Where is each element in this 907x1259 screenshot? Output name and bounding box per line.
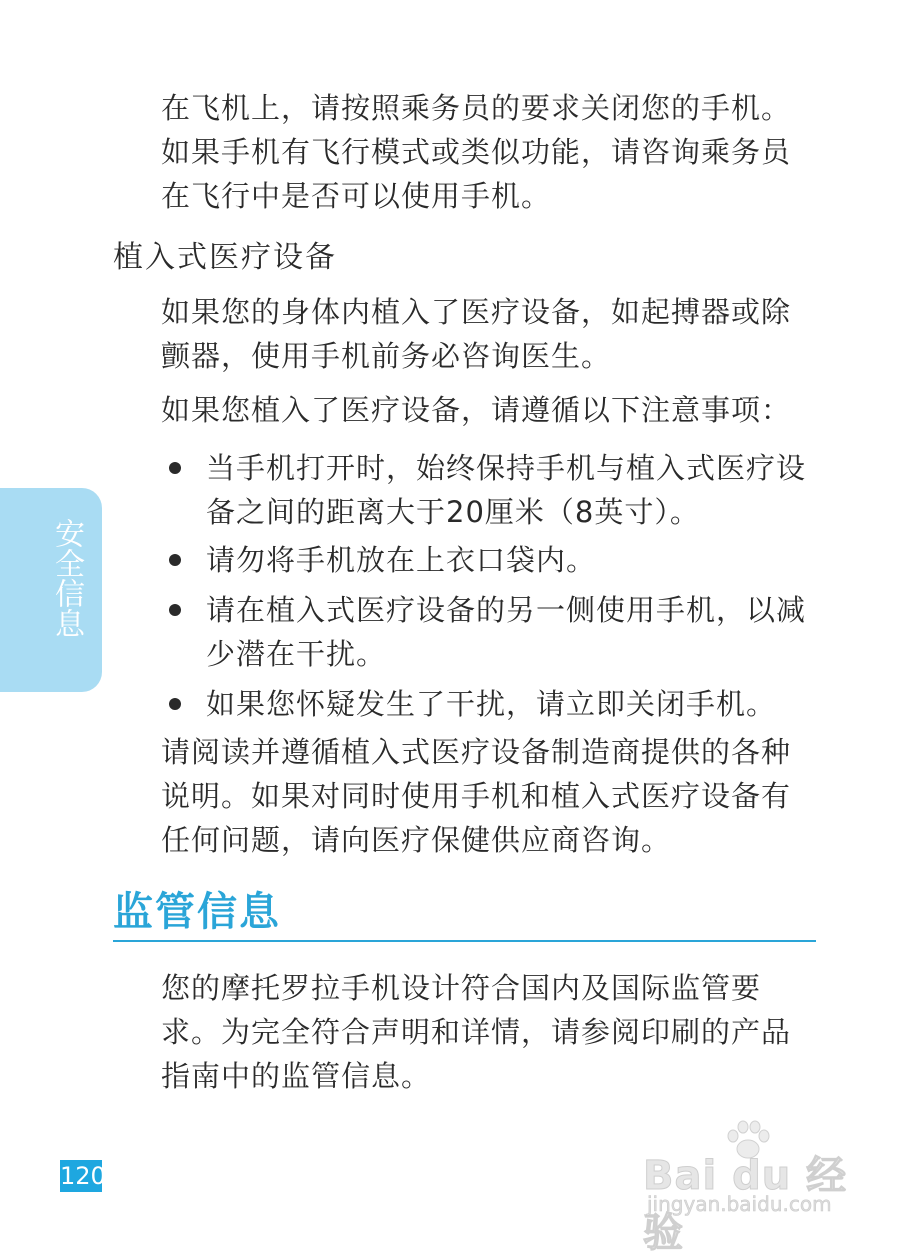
bullet-icon xyxy=(169,698,181,710)
text-line: 请勿将手机放在上衣口袋内。 xyxy=(206,543,597,577)
text-line: 当手机打开时，始终保持手机与植入式医疗设 xyxy=(206,451,807,485)
watermark-url: jingyan.baidu.com xyxy=(647,1192,832,1216)
bullet-icon xyxy=(169,554,181,566)
side-tab-label: 安全信息 xyxy=(49,518,84,638)
list-item xyxy=(161,538,821,582)
baidu-watermark xyxy=(643,1120,863,1256)
watermark-logo: Bai du 经验 xyxy=(643,1153,848,1256)
text-line: 如果您怀疑发生了干扰，请立即关闭手机。 xyxy=(206,687,777,721)
text-line: 说明。如果对同时使用手机和植入式医疗设备有 xyxy=(161,779,792,813)
implant-notice-paragraph: 如果您植入了医疗设备，请遵循以下注意事项： xyxy=(161,393,792,427)
page-number: 120 xyxy=(60,1162,106,1190)
bullet-icon xyxy=(169,604,181,616)
text-line: 在飞机上，请按照乘务员的要求关闭您的手机。 xyxy=(161,91,792,125)
list-item xyxy=(161,446,821,534)
section-title-regulatory: 监管信息 xyxy=(113,889,281,935)
text-line: 指南中的监管信息。 xyxy=(161,1059,432,1093)
text-line: 请阅读并遵循植入式医疗设备制造商提供的各种 xyxy=(161,735,792,769)
text-line: 任何问题，请向医疗保健供应商咨询。 xyxy=(161,823,672,857)
bullet-icon xyxy=(169,462,181,474)
regulatory-paragraph xyxy=(161,966,821,1098)
subheading-implanted-devices: 植入式医疗设备 xyxy=(113,240,337,275)
text-line: 在飞行中是否可以使用手机。 xyxy=(161,179,552,213)
text-line: 请在植入式医疗设备的另一侧使用手机，以减 xyxy=(206,593,807,627)
text-line: 您的摩托罗拉手机设计符合国内及国际监管要 xyxy=(161,971,762,1005)
text-line: 少潜在干扰。 xyxy=(206,637,387,671)
text-line: 备之间的距离大于20厘米（8英寸）。 xyxy=(206,495,700,529)
implant-follow-paragraph xyxy=(161,730,821,862)
section-divider xyxy=(113,940,816,942)
list-item xyxy=(161,588,821,676)
side-tab-safety xyxy=(0,488,102,692)
airplane-paragraph xyxy=(161,86,821,218)
text-line: 如果您的身体内植入了医疗设备，如起搏器或除 xyxy=(161,295,792,329)
text-line: 颤器，使用手机前务必咨询医生。 xyxy=(161,339,612,373)
text-line: 求。为完全符合声明和详情，请参阅印刷的产品 xyxy=(161,1015,792,1049)
list-item xyxy=(161,682,821,726)
implant-intro-paragraph xyxy=(161,290,821,378)
text-line: 如果手机有飞行模式或类似功能，请咨询乘务员 xyxy=(161,135,792,169)
